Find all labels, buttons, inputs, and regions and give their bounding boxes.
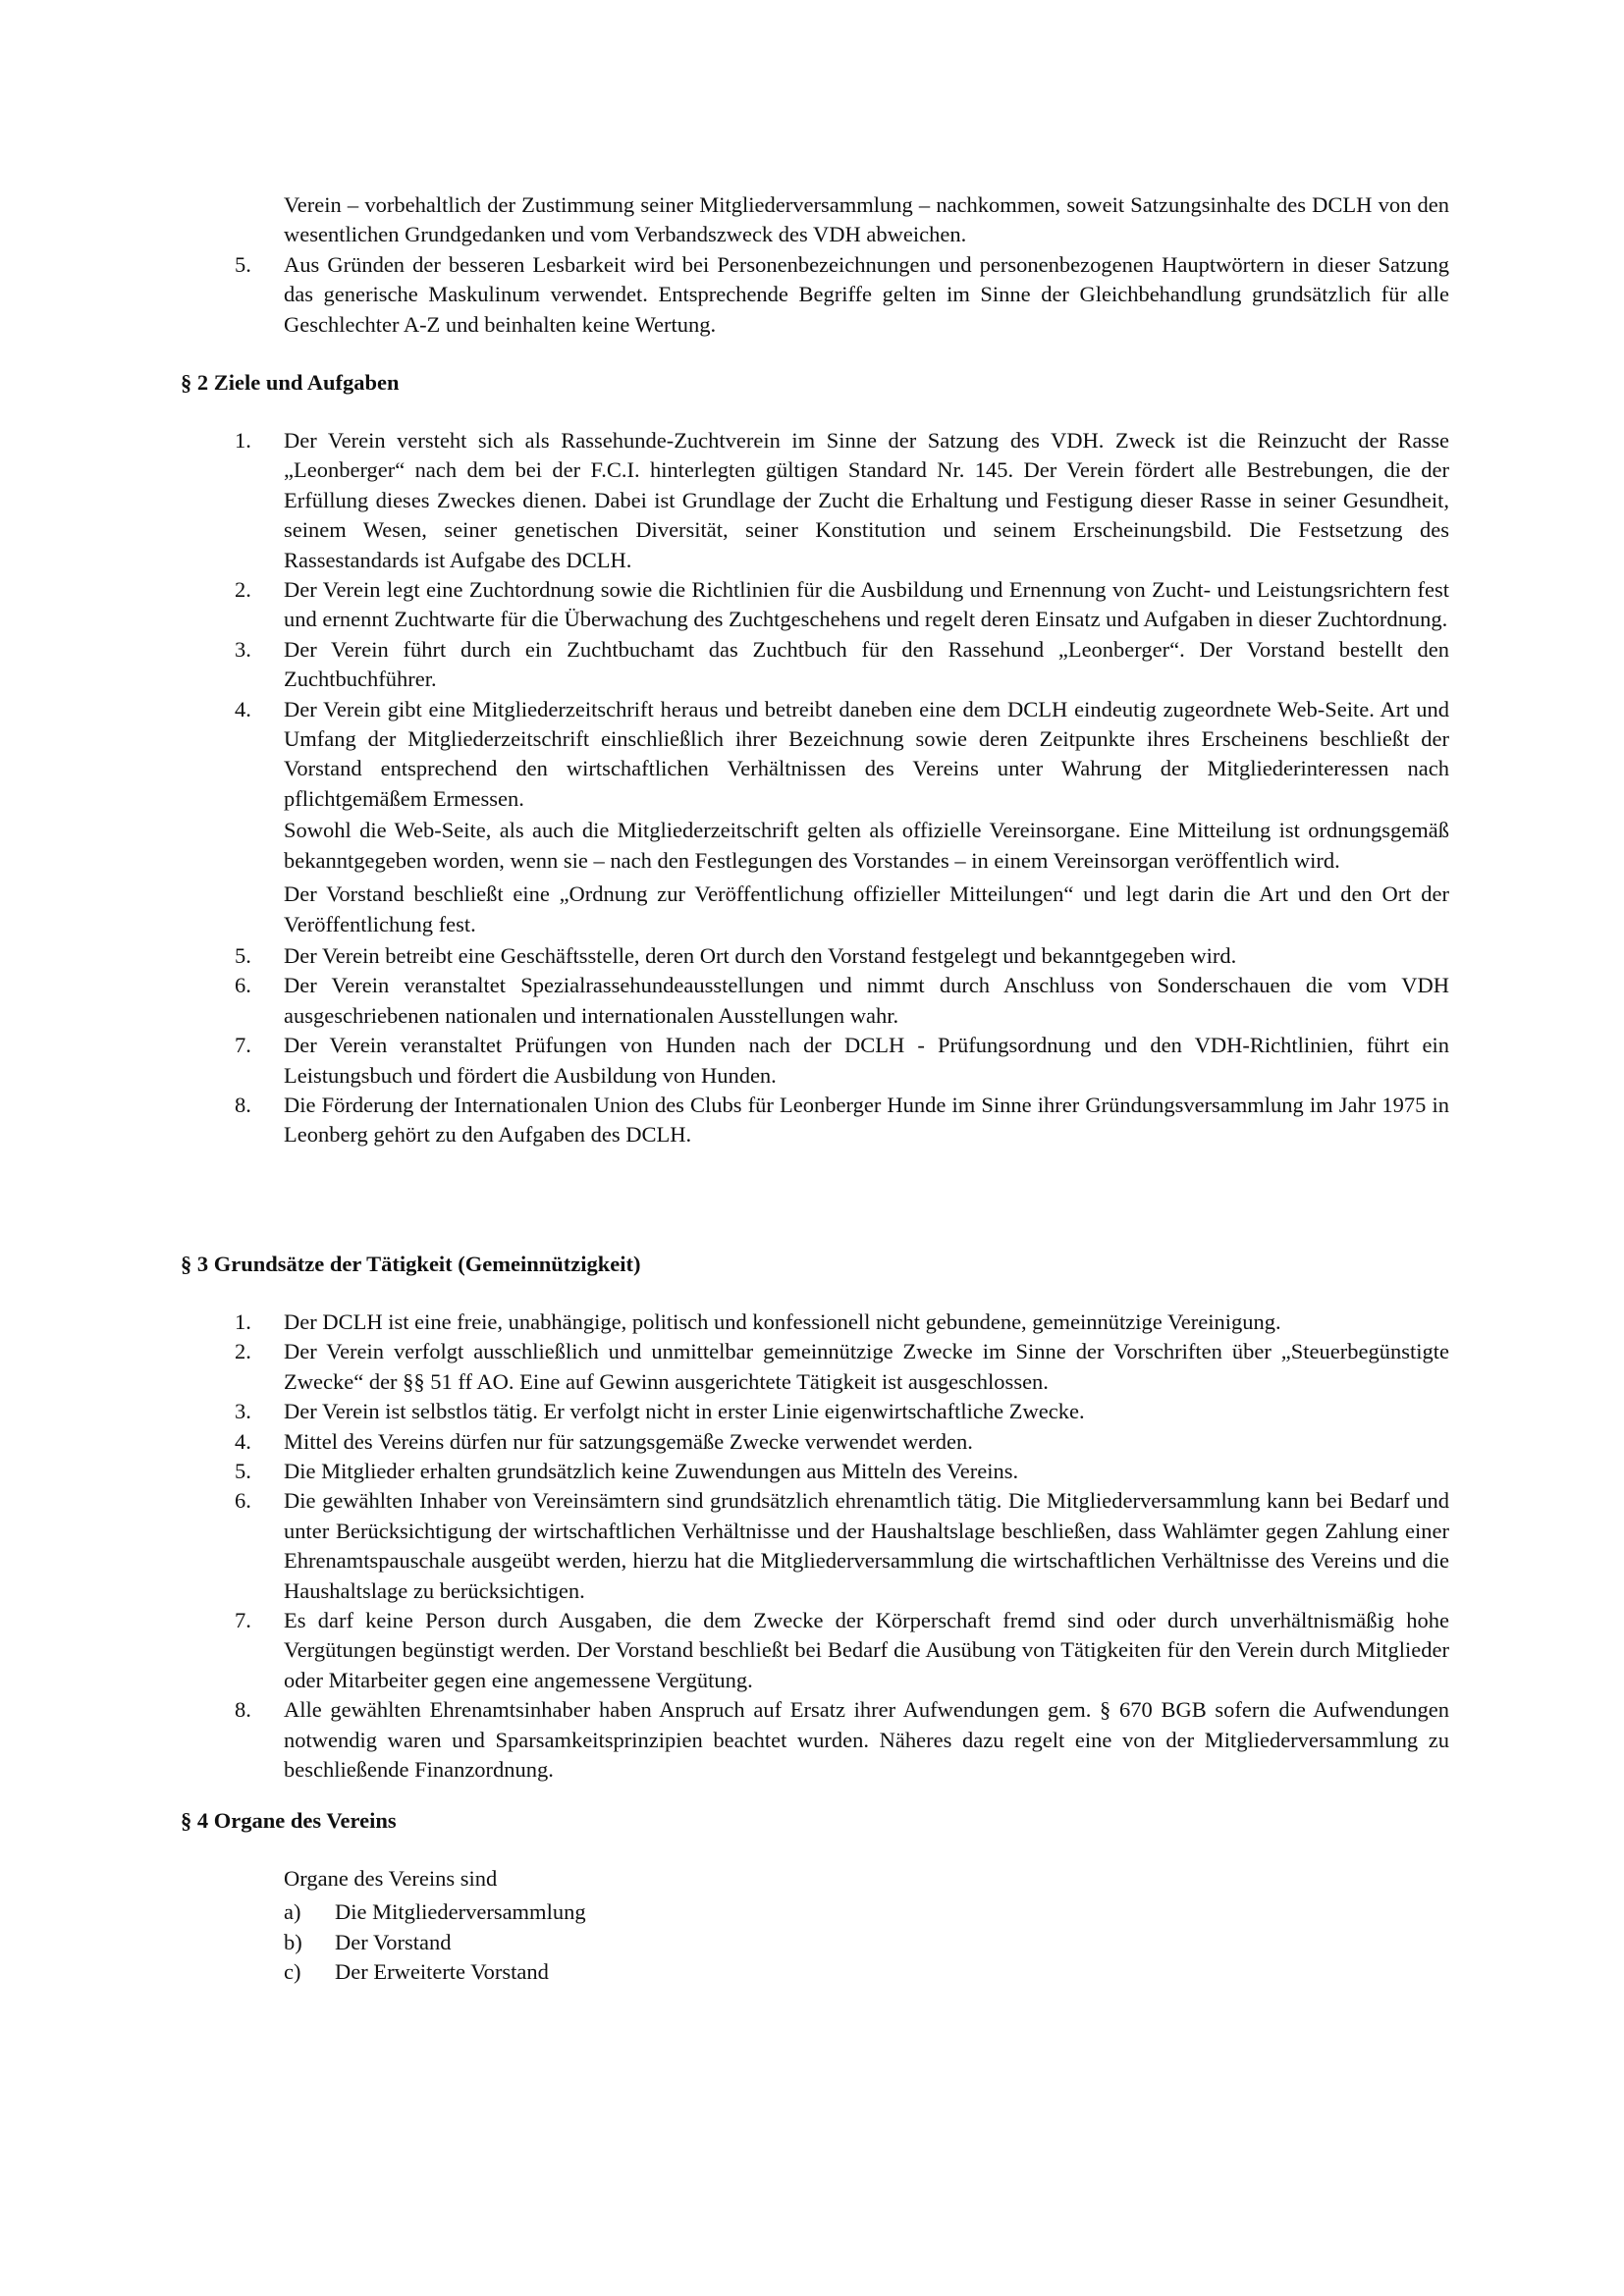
item-number: 8. xyxy=(235,1092,251,1117)
item-number: 5. xyxy=(235,251,251,277)
item-text: Der Verein versteht sich als Rassehunde-Zuchtverein im Sinne der Satzung des VDH. Zweck ist die Reinzucht der Rasse „Leonberger“ nach dem bei der F.C.I. hinterlegten gültigen Standard Nr. 145. Der Verein fördert alle Bestrebungen, die der Erfüllung dieses Zweckes dienen. Dabei ist Grundlage der Zucht die Erhaltung und Festigung dieser Rasse in seiner Gesundheit, seinem Wesen, seiner genetischen Diversität, seiner Konstitution und seinem Erscheinungsbild. Die Festsetzung des Rassestandards ist Aufgabe des DCLH. xyxy=(284,428,1449,572)
item-text: Die Mitgliederversammlung xyxy=(335,1899,586,1925)
list-item xyxy=(181,1695,1449,1785)
section-4-intro: Organe des Vereins sind xyxy=(284,1866,498,1891)
item-4-paragraph-3: Der Vorstand beschließt eine „Ordnung zur Veröffentlichung offizieller Mitteilungen“ und legt darin die Art und den Ort der Veröffentlichung fest. xyxy=(284,881,1449,936)
item-number: 1. xyxy=(235,1309,251,1334)
section-2-heading: § 2 Ziele und Aufgaben xyxy=(181,370,400,395)
item-number: 6. xyxy=(235,973,251,998)
item-text: Die Mitglieder erhalten grundsätzlich keine Zuwendungen aus Mitteln des Vereins. xyxy=(284,1459,1019,1484)
intro-continuation: Verein – vorbehaltlich der Zustimmung seiner Mitgliederversammlung – nachkommen, soweit Satzungsinhalte des DCLH von den wesentlichen Grundgedanken und vom Verbandszweck des VDH abweichen. xyxy=(284,192,1449,247)
list-item xyxy=(181,426,1449,575)
item-text: Die Förderung der Internationalen Union des Clubs für Leonberger Hunde im Sinne ihrer Gründungsversammlung im Jahr 1975 in Leonberg gehört zu den Aufgaben des DCLH. xyxy=(284,1092,1449,1148)
list-item xyxy=(181,250,1449,340)
item-number: 5. xyxy=(235,1459,251,1484)
item-number: 5. xyxy=(235,942,251,968)
item-text: Der Verein verfolgt ausschließlich und unmittelbar gemeinnützige Zwecke im Sinne der Vorschriften über „Steuerbegünstigte Zwecke“ der §§ 51 ff AO. Eine auf Gewinn ausgerichtete Tätigkeit ist ausgeschlossen. xyxy=(284,1339,1449,1394)
item-text: Der Vorstand xyxy=(335,1929,452,1954)
list-item xyxy=(181,1486,1449,1606)
section-4-list xyxy=(181,1864,1449,1988)
section-3-heading: § 3 Grundsätze der Tätigkeit (Gemeinnützigkeit) xyxy=(181,1252,641,1276)
item-text: Der Verein legt eine Zuchtordnung sowie die Richtlinien für die Ausbildung und Ernennung von Zucht- und Leistungsrichtern fest und ernennt Zuchtwarte für die Überwachung des Zuchtgeschehens und regelt deren Einsatz und Aufgaben in dieser Zuchtordnung. xyxy=(284,577,1449,632)
item-number: 7. xyxy=(235,1608,251,1633)
item-text: Der DCLH ist eine freie, unabhängige, politisch und konfessionell nicht gebundene, gemeinnützige Vereinigung. xyxy=(284,1309,1281,1334)
list-item xyxy=(181,971,1449,1031)
item-text: Der Erweiterte Vorstand xyxy=(335,1959,549,1985)
item-text: Der Verein veranstaltet Prüfungen von Hunden nach der DCLH - Prüfungsordnung und den VDH-Richtlinien, führt ein Leistungsbuch und fördert die Ausbildung von Hunden. xyxy=(284,1033,1449,1088)
item-number: 8. xyxy=(235,1697,251,1723)
list-item xyxy=(181,1457,1449,1486)
list-item xyxy=(181,1957,1449,1987)
item-text: Die gewählten Inhaber von Vereinsämtern sind grundsätzlich ehrenamtlich tätig. Die Mitgliederversammlung kann bei Bedarf und unter Berücksichtigung der wirtschaftlichen Verhältnisse und der Haushaltslage beschließen, dass Wahlämter gegen Zahlung einer Ehrenamtspauschale ausgeübt werden, hierzu hat die Mitgliederversammlung die wirtschaftlichen Verhältnisse des Vereins und die Haushaltslage zu berücksichtigen. xyxy=(284,1488,1449,1603)
list-item xyxy=(181,1427,1449,1457)
item-number: 3. xyxy=(235,1399,251,1424)
list-item xyxy=(181,1031,1449,1091)
item-letter: c) xyxy=(284,1959,301,1985)
item-text: Der Verein führt durch ein Zuchtbuchamt das Zuchtbuch für den Rassehund „Leonberger“. Der Vorstand bestellt den Zuchtbuchführer. xyxy=(284,636,1449,692)
list-item xyxy=(181,1397,1449,1426)
section-3-list xyxy=(181,1308,1449,1786)
item-text: Es darf keine Person durch Ausgaben, die dem Zwecke der Körperschaft fremd sind oder durch unverhältnismäßig hohe Vergütungen begünstigt werden. Der Vorstand beschließt bei Bedarf die Ausübung von Tätigkeiten für den Verein durch Mitglieder oder Mitarbeiter gegen eine angemessene Vergütung. xyxy=(284,1608,1449,1692)
list-item xyxy=(181,1606,1449,1695)
item-number: 1. xyxy=(235,428,251,453)
item-4-paragraph-2: Sowohl die Web-Seite, als auch die Mitgliederzeitschrift gelten als offizielle Vereinsorgane. Eine Mitteilung ist ordnungsgemäß bekanntgegeben worden, wenn sie – nach den Festlegungen des Vorstandes – in einem Vereinsorgan veröffentlich wird. xyxy=(284,818,1449,873)
item-text: Der Verein ist selbstlos tätig. Er verfolgt nicht in erster Linie eigenwirtschaftliche Zwecke. xyxy=(284,1399,1085,1424)
list-item xyxy=(181,1308,1449,1337)
section-4-heading: § 4 Organe des Vereins xyxy=(181,1808,397,1833)
list-item xyxy=(181,1897,1449,1927)
item-text: Der Verein veranstaltet Spezialrassehundeausstellungen und nimmt durch Anschluss von Sonderschauen die vom VDH ausgeschriebenen nationalen und internationalen Ausstellungen wahr. xyxy=(284,973,1449,1028)
item-number: 3. xyxy=(235,636,251,662)
list-item xyxy=(181,695,1449,815)
list-item xyxy=(181,635,1449,695)
list-item xyxy=(181,575,1449,635)
item-number: 2. xyxy=(235,1339,251,1364)
item-number: 6. xyxy=(235,1488,251,1514)
item-number: 4. xyxy=(235,696,251,721)
item-number: 2. xyxy=(235,577,251,603)
item-text: Mittel des Vereins dürfen nur für satzungsgemäße Zwecke verwendet werden. xyxy=(284,1428,973,1454)
list-item xyxy=(181,1337,1449,1397)
item-text: Der Verein gibt eine Mitgliederzeitschrift heraus und betreibt daneben eine dem DCLH eindeutig zugeordnete Web-Seite. Art und Umfang der Mitgliederzeitschrift einschließlich ihrer Bezeichnung sowie deren Zeitpunkte ihres Erscheinens beschließt der Vorstand entsprechend den wirtschaftlichen Verhältnissen des Vereins unter Wahrung der Mitgliederinteressen nach pflichtgemäßem Ermessen. xyxy=(284,696,1449,811)
item-number: 7. xyxy=(235,1033,251,1058)
section-2-list xyxy=(181,426,1449,1150)
item-text: Alle gewählten Ehrenamtsinhaber haben Anspruch auf Ersatz ihrer Aufwendungen gem. § 670 BGB sofern die Aufwendungen notwendig waren und Sparsamkeitsprinzipien beachtet wurden. Näheres dazu regelt eine von der Mitgliederversammlung zu beschließende Finanzordnung. xyxy=(284,1697,1449,1783)
item-letter: b) xyxy=(284,1929,302,1954)
item-text: Der Verein betreibt eine Geschäftsstelle, deren Ort durch den Vorstand festgelegt und bekanntgegeben wird. xyxy=(284,942,1237,968)
item-text: Aus Gründen der besseren Lesbarkeit wird bei Personenbezeichnungen und personenbezogenen Hauptwörtern in dieser Satzung das generische Maskulinum verwendet. Entsprechende Begriffe gelten im Sinne der Gleichbehandlung grundsätzlich für alle Geschlechter A-Z und beinhalten keine Wertung. xyxy=(284,251,1449,337)
list-item xyxy=(181,1928,1449,1957)
item-letter: a) xyxy=(284,1899,301,1925)
item-number: 4. xyxy=(235,1428,251,1454)
list-item xyxy=(181,941,1449,971)
intro-block xyxy=(181,190,1449,340)
list-item xyxy=(181,1091,1449,1150)
